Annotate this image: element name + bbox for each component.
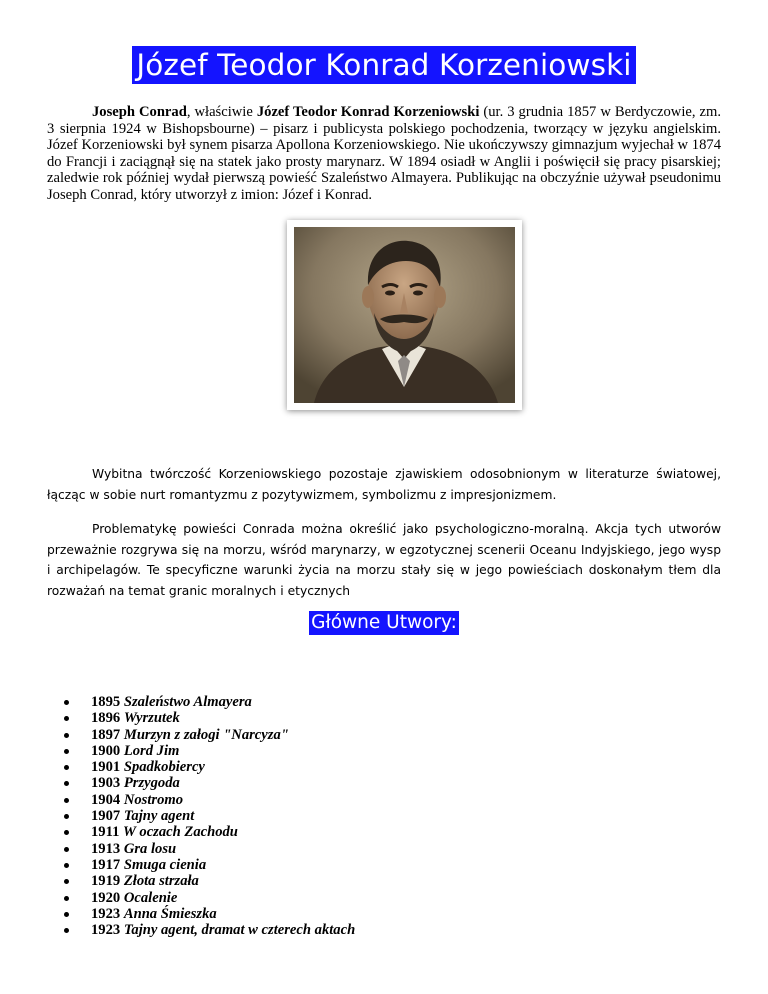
work-year: 1903 [91, 775, 121, 792]
work-year: 1923 [91, 905, 121, 922]
works-list-item [62, 873, 355, 889]
work-title: Ocalenie [123, 889, 178, 906]
work-title: W oczach Zachodu [123, 824, 238, 841]
portrait-frame [287, 220, 522, 410]
bullet-icon [64, 879, 69, 884]
work-title: Murzyn z załogi "Narcyza" [123, 726, 289, 743]
works-heading: Główne Utwory: [311, 612, 457, 633]
works-list [62, 694, 355, 938]
work-year: 1896 [91, 710, 121, 727]
work-year: 1897 [91, 726, 121, 743]
works-list-item [62, 792, 355, 808]
works-list-item [62, 710, 355, 726]
bullet-icon [64, 863, 69, 868]
bullet-icon [64, 814, 69, 819]
work-year: 1907 [91, 808, 121, 825]
work-title: Szaleństwo Almayera [123, 694, 252, 710]
work-title: Złota strzała [123, 873, 199, 890]
works-list-item [62, 808, 355, 824]
title-wrap [0, 46, 768, 84]
works-list-item [62, 857, 355, 873]
bullet-icon [64, 700, 69, 705]
bullet-icon [64, 749, 69, 754]
work-year: 1895 [91, 694, 121, 710]
page-title: Józef Teodor Konrad Korzeniowski [132, 46, 635, 84]
paragraph-2: Problematykę powieści Conrada można określić jako psychologiczno-moralną. Akcja tych utworów przeważnie rozgrywa się na morzu, wśród marynarzy, w egzotycznej scenerii Oceanu Indyjskiego, jego wysp i archipelagów. Te specyficzne warunki życia na morzu stały się w jego powieściach doskonałym tłem dla rozważań na temat granic moralnych i etycznych [47, 522, 721, 598]
bullet-icon [64, 830, 69, 835]
works-list-item [62, 727, 355, 743]
work-title: Anna Śmieszka [123, 905, 217, 922]
intro-fullname: Józef Teodor Konrad Korzeniowski [256, 104, 480, 120]
bullet-icon [64, 781, 69, 786]
work-year: 1911 [91, 824, 120, 841]
work-year: 1904 [91, 791, 121, 808]
work-title: Tajny agent, dramat w czterech aktach [123, 922, 356, 939]
work-year: 1901 [91, 759, 121, 776]
bullet-icon [64, 733, 69, 738]
works-list-item [62, 775, 355, 791]
bullet-icon [64, 896, 69, 901]
works-list-item [62, 890, 355, 906]
bullet-icon [64, 765, 69, 770]
works-list-item [62, 694, 355, 710]
bullet-icon [64, 798, 69, 803]
work-year: 1913 [91, 840, 121, 857]
portrait-illustration [294, 227, 515, 403]
works-title-wrap [0, 611, 768, 635]
work-title: Gra losu [123, 840, 177, 857]
works-list-item [62, 841, 355, 857]
work-year: 1920 [91, 889, 121, 906]
works-list-item [62, 743, 355, 759]
bullet-icon [64, 716, 69, 721]
work-title: Nostromo [123, 791, 184, 808]
works-list-item [62, 906, 355, 922]
bullet-icon [64, 847, 69, 852]
work-year: 1917 [91, 856, 121, 873]
work-title: Smuga cienia [123, 856, 207, 873]
work-title: Spadkobiercy [123, 759, 205, 776]
intro-name: Joseph Conrad [92, 104, 187, 120]
intro-text-2: (ur. 3 grudnia 1857 w Berdyczowie, zm. 3 sierpnia 1924 w Bishopsbourne) – pisarz i publicysta polskiego pochodzenia, tworzący w języku angielskim. Józef Korzeniowski był synem pisarza Apollona Korzeniowskiego. Nie ukończywszy gimnazjum wyjechał w 1874 do Francji i zaciągnął się na statek jako prosty marynarz. W 1894 osiadł w Anglii i poświęcił się pracy pisarskiej; zaledwie rok później wydał pierwszą powieść Szaleństwo Almayera. Publikując na obczyźnie używał pseudonimu Joseph Conrad, który utworzył z imion: Józef i Konrad. [47, 104, 721, 203]
work-year: 1919 [91, 873, 121, 890]
bullet-icon [64, 912, 69, 917]
works-list-item [62, 824, 355, 840]
work-title: Przygoda [123, 775, 180, 792]
works-list-item [62, 759, 355, 775]
intro-text-1: , właściwie [186, 104, 257, 120]
paragraph-1: Wybitna twórczość Korzeniowskiego pozostaje zjawiskiem odosobnionym w literaturze światowej, łącząc w sobie nurt romantyzmu z pozytywizmem, symbolizmu z impresjonizmem. [47, 467, 721, 502]
work-title: Lord Jim [123, 742, 180, 759]
work-title: Tajny agent [123, 808, 195, 825]
bullet-icon [64, 928, 69, 933]
work-title: Wyrzutek [123, 710, 180, 727]
intro-paragraph [47, 104, 721, 203]
works-list-item [62, 922, 355, 938]
work-year: 1900 [91, 742, 121, 759]
work-year: 1923 [91, 922, 121, 939]
portrait-photo [294, 227, 515, 403]
